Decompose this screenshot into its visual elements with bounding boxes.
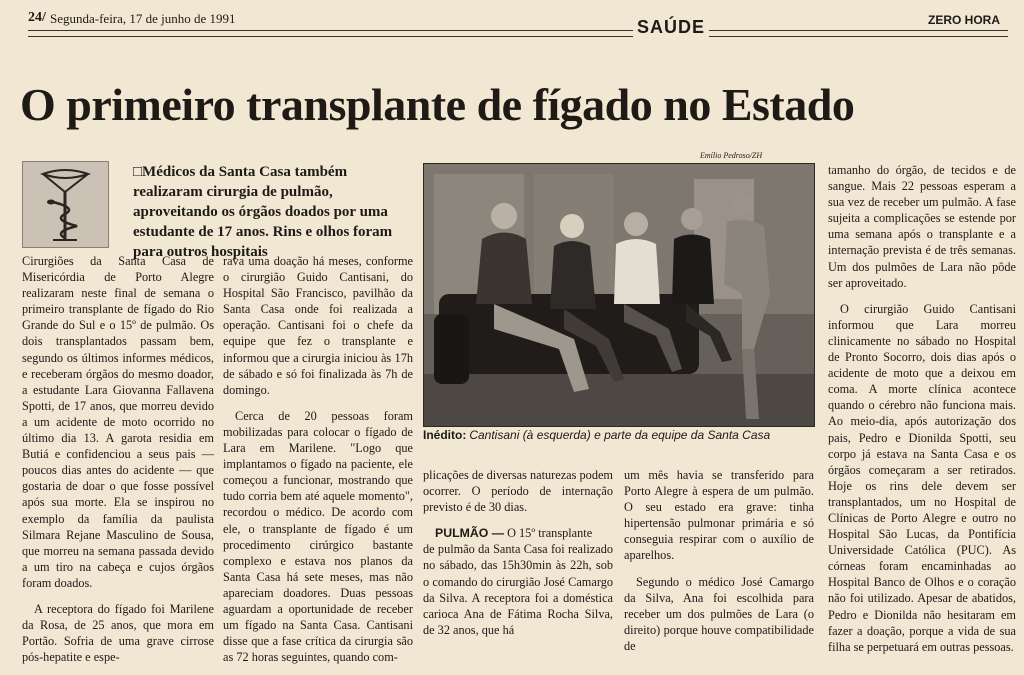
paragraph: Cerca de 20 pessoas foram mobilizadas para colocar o fígado de Lara em Marilene. "Logo que implantamos o fígado na paciente, ele começou a funcionar, mostrando que tudo corria bem até aquele momento", recordou o médico. De acordo com ele, o transplante de fígado é um procedimento cirúrgico bastante complexo e estava nos planos da Santa Casa há sete meses, mas não apareciam doadores. Duas pessoas aguardam a oportunidade de receber um fígado na Santa Casa. Cantisani disse que a fase crítica da cirurgia são as 72 horas seguintes, quando com- [223,408,413,665]
article-column-3 [423,467,613,648]
caption-text: Cantisani (à esquerda) e parte da equipe da Santa Casa [469,428,771,442]
paragraph: O cirurgião Guido Cantisani informou que Lara morreu clinicamente no sábado no Hospital de Pronto Socorro, dois dias após o acidente de moto que a deixou em coma. A morte clínica acontece quando o cérebro não funciona mais. Ao meio-dia, após autorização dos pais, Pedro e Dionilda Spotti, seu corpo já estava na Santa Casa e os órgãos começaram a ser retirados. Hoje os rins dele devem ser transplantados, um no Hospital de Clínicas de Porto Alegre e outro no Hospital São Lucas, da Pontifícia Universidade Católica (PUC). As córneas foram encaminhadas ao Hospital Banco de Olhos e o coração não foi utilizado. Apesar de abatidos, Pedro e Dionilda não hesitaram em fazer a doação, porque a vida de sua filha se perpetuará em outras pessoas. [828,301,1016,654]
caduceus-icon [23,162,108,247]
paragraph: Segundo o médico José Camargo da Silva, Ana foi escolhida para receber um dos pulmões de Lara (o direito) porque houve compatibilidade de [624,574,814,653]
paragraph: Cirurgiões da Santa Casa de Misericórdia de Porto Alegre realizaram neste final de semana o primeiro transplante de fígado do Rio Grande do Sul e o 15º de pulmão. Os dois transplantados passam bem, segundo os últimos informes médicos, e receberam órgãos do mesmo doador, a estudante Lara Giovanna Fallavena Spotti, de 17 anos, que morreu devido a um acidente de moto ocorrido no último dia 13. A garota residia em Butiá e confidenciou a seus pais — poucos dias antes do acidente — que gostaria de doar o que fosse possível após sua morte. Ela se inspirou no exemplo da família da paulista Silmara Rejane Masculino de Sousa, que morreu na semana passada devido a um tiro na cabeça e cujos órgãos foram doados. [22,254,214,590]
paragraph [423,525,613,541]
paragraph: um mês havia se transferido para Porto Alegre à espera de um pulmão. O seu estado era grave: tinha hipertensão pulmonar primária e só conseguia respirar com o auxílio de aparelhos. [624,468,814,563]
issue-date: Segunda-feira, 17 de junho de 1991 [50,11,236,26]
caption-label: Inédito: [423,428,467,442]
health-section-logo [22,161,109,248]
paragraph: A receptora do fígado foi Marilene da Rosa, de 25 anos, que mora em Portão. Sofria de uma grave cirrose pós-hepatite e espe- [22,601,214,665]
paragraph: plicações de diversas naturezas podem ocorrer. O período de internação previsto é de 30 dias. [423,468,613,515]
team-photo [423,163,815,427]
article-column-5 [828,162,1016,665]
article-deck: □Médicos da Santa Casa também realizaram cirurgia de pulmão, aproveitando os órgãos doados por uma estudante de 17 anos. Rins e olhos foram para outros hospitais [133,164,393,260]
team-photo-image [424,164,814,426]
subhead-lead: O 15º transplante [507,526,593,541]
article-column-1 [22,253,214,675]
paragraph: de pulmão da Santa Casa foi realizado no sábado, das 15h30min às 22h, sob o comando do cirurgião José Camargo da Silva. A receptora foi a doméstica carioca Ana de Fátima Rocha Silva, de 32 anos, que há [423,542,613,637]
page-number: 24/ [28,10,46,25]
header-rule-top [28,30,1008,31]
article-headline: O primeiro transplante de fígado no Estado [20,79,855,130]
photo-credit: Emílio Pedroso/ZH [700,151,763,160]
paragraph: tamanho do órgão, de tecidos e de sangue. Mais 22 pessoas esperam a sua vez de receber um pulmão. A fase sujeita a complicações se estende por uma semana após o transplante e a internação prevista é de três semanas. Um dos pulmões de Lara não pôde ser aproveitado. [828,163,1016,290]
newspaper-name: ZERO HORA [928,13,1000,27]
subhead-pulmao: PULMÃO — [435,526,504,541]
article-column-2 [223,253,413,675]
photo-caption [423,428,818,443]
article-column-4 [624,467,814,664]
header-rule-bottom [28,36,1008,37]
page-header [18,8,1008,48]
paragraph: rava uma doação há meses, conforme o cirurgião Guido Cantisani, do Hospital São Francisco, pavilhão da Santa Casa onde foi realizada a operação. Cantisani foi o chefe da equipe que fez o transplante e informou que a cirurgia iniciou às 17h de sábado e só foi finalizada às 7h de domingo. [223,254,413,397]
section-label: SAÚDE [633,17,709,38]
